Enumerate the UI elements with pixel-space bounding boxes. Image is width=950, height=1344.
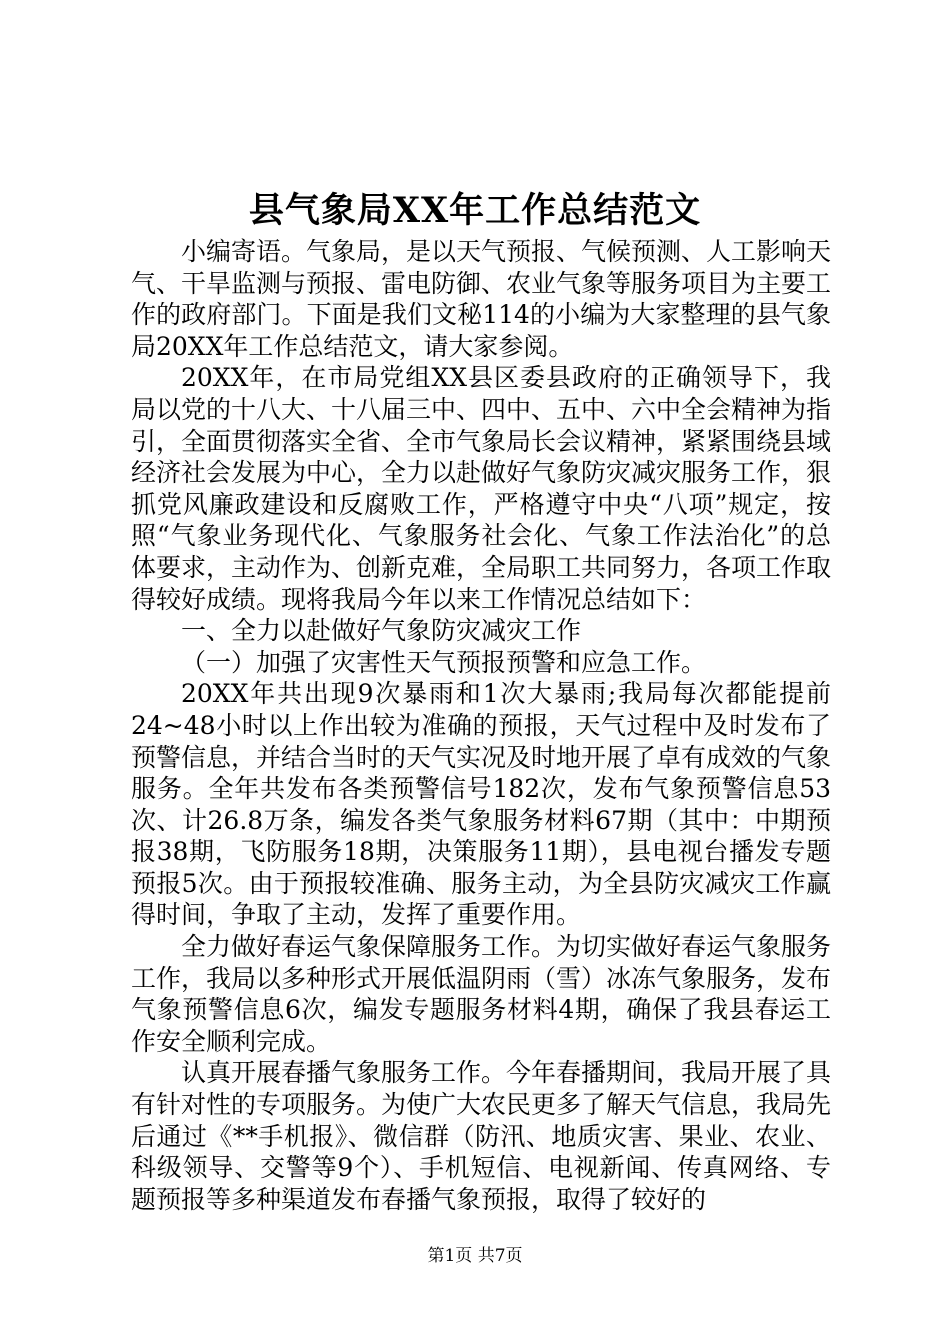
section-heading-1: 一、全力以赴做好气象防灾减灾工作	[181, 616, 582, 646]
paragraph-spring-transport: 全力做好春运气象保障服务工作。为切实做好春运气象服务工作，我局以多种形式开展低温阴雨（雪）冰冻气象服务，发布气象预警信息6次，编发专题服务材料4期，确保了我县春运工作安全顺利完成。	[131, 932, 832, 1056]
paragraph-overview: 20XX年，在市局党组XX县区委县政府的正确领导下，我局以党的十八大、十八届三中、四中、五中、六中全会精神为指引，全面贯彻落实全省、全市气象局长会议精神，紧紧围绕县域经济社会发展为中心，全力以赴做好气象防灾减灾服务工作，狠抓党风廉政建设和反腐败工作，严格遵守中央“八项”规定，按照“气象业务现代化、气象服务社会化、气象工作法治化”的总体要求，主动作为、创新克难，全局职工共同努力，各项工作取得较好成绩。现将我局今年以来工作情况总结如下：	[131, 363, 832, 614]
page-footer: 第1页 共7页	[427, 1246, 523, 1266]
document-title: 县气象局XX年工作总结范文	[248, 190, 702, 231]
paragraph-warnings: 20XX年共出现9次暴雨和1次大暴雨;我局每次都能提前24~48小时以上作出较为准确的预报，天气过程中及时发布了预警信息，并结合当时的天气实况及时地开展了卓有成效的气象服务。全年共发布各类预警信号182次，发布气象预警信息53次、计26.8万条，编发各类气象服务材料67期（其中：中期预报38期，飞防服务18期，决策服务11期），县电视台播发专题预报5次。由于预报较准确、服务主动，为全县防灾减灾工作赢得时间，争取了主动，发挥了重要作用。	[131, 679, 832, 930]
paragraph-spring-sowing: 认真开展春播气象服务工作。今年春播期间，我局开展了具有针对性的专项服务。为使广大农民更多了解天气信息，我局先后通过《**手机报》、微信群（防汛、地质灾害、果业、农业、科级领导、交警等9个）、手机短信、电视新闻、传真网络、专题预报等多种渠道发布春播气象预报，取得了较好的	[131, 1058, 832, 1214]
subsection-heading-1: （一）加强了灾害性天气预报预警和应急工作。	[181, 647, 707, 677]
document-body	[131, 236, 831, 1215]
paragraph-intro: 小编寄语。气象局，是以天气预报、气候预测、人工影响天气、干旱监测与预报、雷电防御、农业气象等服务项目为主要工作的政府部门。下面是我们文秘114的小编为大家整理的县气象局20XX年工作总结范文，请大家参阅。	[131, 237, 832, 361]
